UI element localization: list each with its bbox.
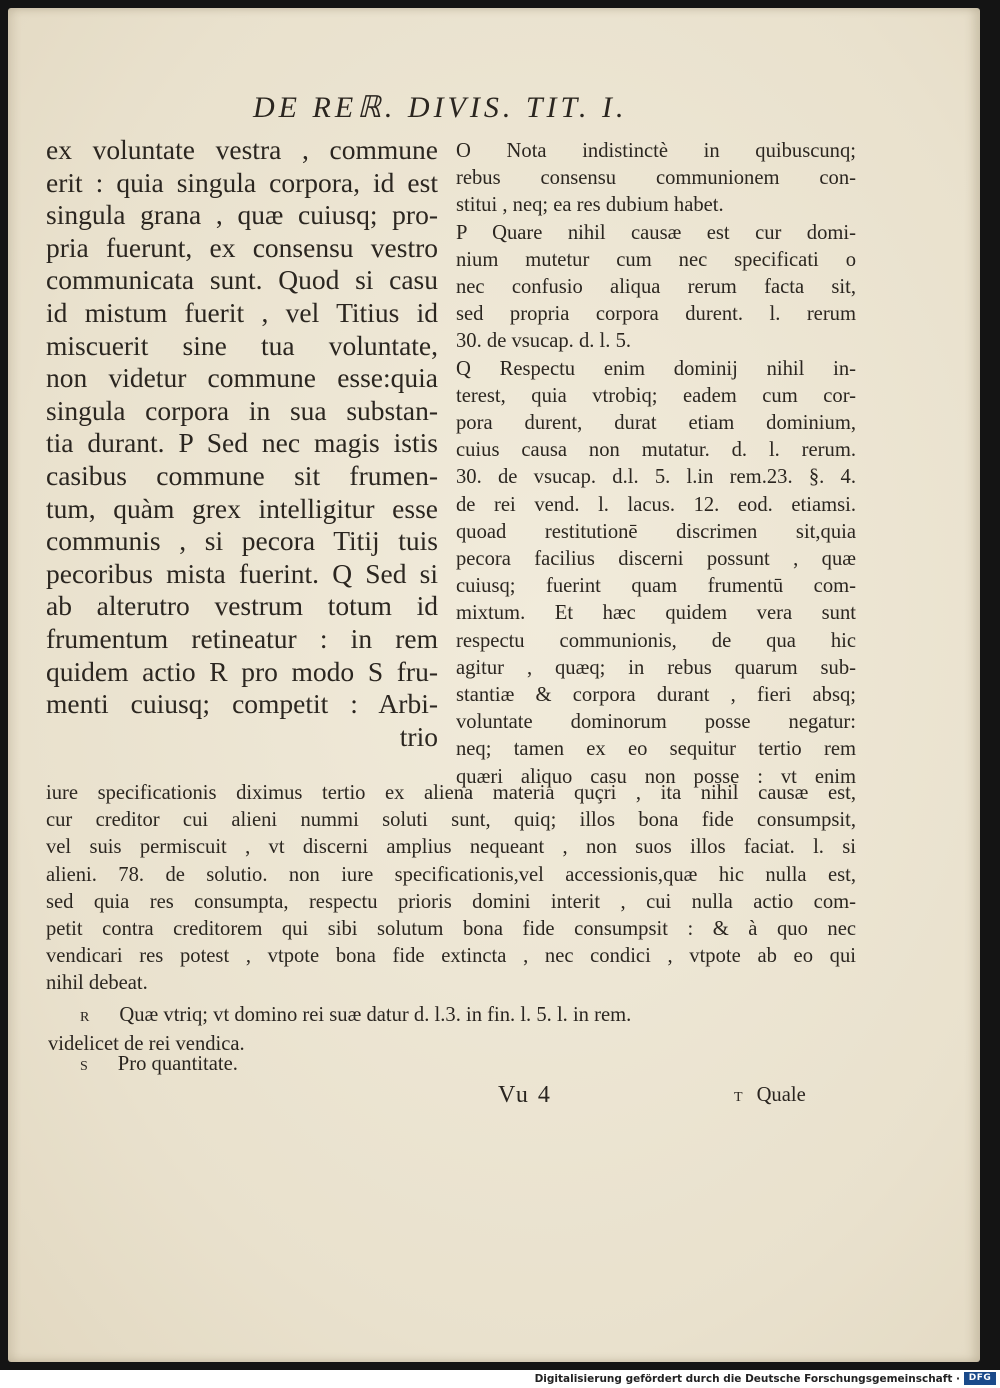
- footnote-marker: R: [80, 1010, 90, 1025]
- note-line: iure specificationis diximus tertio ex aliena materia quçri , ita nihil causæ est,: [46, 782, 856, 804]
- note-line: P Quare nihil causæ est cur domi-: [456, 221, 856, 244]
- note-line: cuius causa non mutatur. d. l. rerum.: [456, 439, 856, 462]
- text-line: tum, quàm grex intelligitur esse: [46, 492, 438, 524]
- note-line: stantiæ & corpora durant , fieri absq;: [456, 684, 856, 707]
- text-line: trio: [399, 720, 438, 752]
- signature-mark: Vu 4: [498, 1082, 552, 1108]
- note-line: nec confusio aliqua rerum facta sit,: [456, 276, 856, 299]
- running-head: DE REℝ. DIVIS. TIT. I.: [253, 91, 628, 124]
- note-line: agitur , quæq; in rebus quarum sub-: [456, 656, 856, 679]
- left-text-column: [46, 134, 438, 753]
- text-line: tia durant. P Sed nec magis istis: [46, 427, 438, 459]
- text-line: pecoribus mista fuerint. Q Sed si: [46, 557, 438, 589]
- note-line: pora durent, durat etiam dominium,: [456, 412, 856, 435]
- text-line: casibus commune sit frumen-: [46, 459, 438, 491]
- note-line: quæri aliquo casu non posse : vt enim: [456, 765, 856, 788]
- text-line: singula corpora in sua substan-: [46, 394, 438, 426]
- note-line: stitui , neq; ea res dubium habet.: [456, 194, 724, 217]
- text-line: quidem actio R pro modo S fru-: [46, 655, 438, 687]
- note-line: 30. de vsucap. d.l. 5. l.in rem.23. §. 4.: [456, 466, 856, 489]
- text-line: communis , si pecora Titij tuis: [46, 525, 438, 557]
- note-line: nium mutetur cum nec specificati o: [456, 248, 856, 271]
- footnote-r: [48, 1002, 848, 1058]
- text-line: miscuerit sine tua voluntate,: [46, 329, 438, 361]
- funding-notice: Digitalisierung gefördert durch die Deutsche Forschungsgemeinschaft ·: [534, 1373, 960, 1385]
- footnote-s: [48, 1051, 648, 1080]
- note-line: Q Respectu enim dominij nihil in-: [456, 357, 856, 380]
- text-line: ex voluntate vestra , commune: [46, 134, 438, 165]
- footer-bar: [0, 1370, 1000, 1388]
- note-line: quoad restitutionē discrimen sit,quia: [456, 520, 856, 543]
- note-line: 30. de vsucap. d. l. 5.: [456, 330, 632, 353]
- note-line: sed propria corpora durent. l. rerum: [456, 303, 856, 326]
- dfg-logo-icon: DFG: [964, 1372, 996, 1385]
- note-line: mixtum. Et hæc quidem vera sunt: [456, 602, 856, 625]
- note-line: rebus consensu communionem con-: [456, 167, 856, 190]
- text-line: non videtur commune esse:quia: [46, 362, 438, 394]
- note-line: petit contra creditorem qui sibi solutum bona fide consumpsit : & à quo nec: [46, 918, 856, 941]
- text-line: communicata sunt. Quod si casu: [46, 264, 438, 296]
- footnote-line: [48, 1002, 848, 1031]
- note-line: cuiusq; fuerint quam frumentū com-: [456, 575, 856, 598]
- text-line: frumentum retineatur : in rem: [46, 622, 438, 654]
- text-line: id mistum fuerit , vel Titius id: [46, 296, 438, 328]
- footnote-text: Pro quantitate.: [117, 1053, 238, 1075]
- catchword-marker: T: [734, 1090, 743, 1105]
- note-line: sed quia res consumpta, respectu prioris domini interit , cui nulla actio com-: [46, 890, 856, 913]
- catchword: [734, 1084, 806, 1107]
- book-page: [8, 8, 980, 1362]
- footnote-text: Quæ vtriq; vt domino rei suæ datur d. l.3. in fin. l. 5. l. in rem.: [119, 1004, 632, 1026]
- text-line: menti cuiusq; competit : Arbi-: [46, 688, 438, 720]
- note-line: voluntate dominorum posse negatur:: [456, 711, 856, 734]
- text-line: ab alterutro vestrum totum id: [46, 590, 438, 622]
- note-line: terest, quia vtrobiq; eadem cum cor-: [456, 384, 856, 407]
- note-line: vendicari res potest , vtpote bona fide extincta , nec condici , vtpote ab eo qui: [46, 945, 856, 968]
- note-line: O Nota indistinctè in quibuscunq;: [456, 140, 856, 162]
- note-line: de rei vend. l. lacus. 12. eod. etiamsi.: [456, 493, 856, 516]
- footnote-line: [48, 1051, 648, 1080]
- full-width-notes: [46, 780, 856, 998]
- text-line: singula grana , quæ cuiusq; pro-: [46, 199, 438, 231]
- text-line: pria fuerunt, ex consensu vestro: [46, 231, 438, 263]
- note-line: nihil debeat.: [46, 972, 148, 995]
- footnote-line: videlicet de rei vendica.: [48, 1033, 245, 1056]
- note-line: neq; tamen ex eo sequitur tertio rem: [456, 738, 856, 761]
- catchword-text: Quale: [756, 1084, 806, 1106]
- note-line: respectu communionis, de qua hic: [456, 629, 856, 652]
- text-line: erit : quia singula corpora, id est: [46, 166, 438, 198]
- note-line: cur creditor cui alieni nummi soluti sunt, quiq; illos bona fide consumpsit,: [46, 809, 856, 832]
- right-notes-column: [456, 138, 856, 791]
- note-line: alieni. 78. de solutio. non iure specificationis,vel accessionis,quæ hic nulla est,: [46, 863, 856, 886]
- note-line: vel suis permiscuit , vt discerni amplius nequeant , non suos illos faciat. l. si: [46, 836, 856, 859]
- note-line: pecora facilius discerni possunt , quæ: [456, 548, 856, 571]
- footnote-marker: S: [80, 1059, 88, 1074]
